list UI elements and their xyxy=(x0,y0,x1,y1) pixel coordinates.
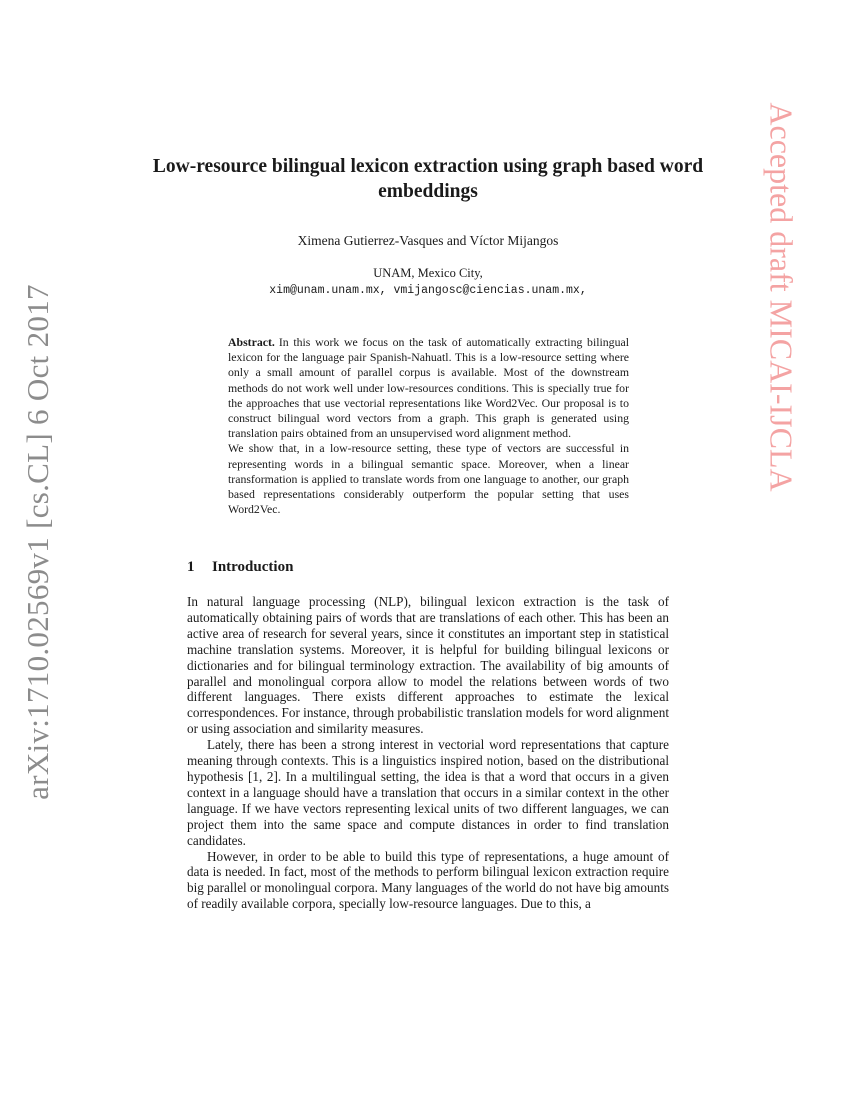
body-paragraph-1: In natural language processing (NLP), bilingual lexicon extraction is the task of automatically obtaining pairs of words that are translations of each other. This has been an active area of research for several years, since it constitutes an important step in statistical machine translation systems. Moreover, it is helpful for building bilingual lexicons or dictionaries and for bilingual terminology extraction. The availability of big amounts of parallel and monolingual corpora allow to model the relations between words of two different languages. There exists different approaches to estimate the lexical correspondences. For instance, through probabilistic translation models for word alignment or using association and similarity measures. xyxy=(187,594,669,737)
section-heading-introduction xyxy=(187,559,293,576)
introduction-body xyxy=(187,594,669,912)
arxiv-identifier-stamp: arXiv:1710.02569v1 [cs.CL] 6 Oct 2017 xyxy=(20,284,55,800)
section-number: 1 xyxy=(187,559,195,575)
abstract-label: Abstract. xyxy=(228,335,275,349)
body-paragraph-3: However, in order to be able to build this type of representations, a huge amount of data is needed. In fact, most of the methods to perform bilingual lexicon extraction require big parallel or monolingual corpora. Many languages of the world do not have big amounts of readily available corpora, specially low-resource languages. Due to this, a xyxy=(187,848,669,912)
author-emails: xim@unam.unam.mx, vmijangosc@ciencias.unam.mx, xyxy=(269,284,587,297)
accepted-draft-stamp: Accepted draft MICAI-IJCLA xyxy=(763,102,800,492)
body-paragraph-2: Lately, there has been a strong interest in vectorial word representations that capture meaning through contexts. This is a linguistics inspired notion, based on the distributional hypothesis [1, 2]. In a multilingual setting, the idea is that a word that occurs in a given context in a language should have a translation that occurs in a similar context in the other language. If we have vectors representing lexical units of two different languages, we can project them into the same space and compute distances in order to find translation candidates. xyxy=(187,737,669,848)
affiliation: UNAM, Mexico City, xyxy=(373,266,483,280)
paper-title: Low-resource bilingual lexicon extraction using graph based word embeddings xyxy=(152,156,704,202)
abstract-paragraph-2: We show that, in a low-resource setting, these type of vectors are successful in representing words in a bilingual semantic space. Moreover, when a linear transformation is applied to translate words from one language to another, our graph based representations considerably outperform the popular setting that uses Word2Vec. xyxy=(228,441,629,517)
section-title: Introduction xyxy=(212,559,294,575)
abstract-text-1: In this work we focus on the task of automatically extracting bilingual lexicon for the language pair Spanish-Nahuatl. This is a low-resource setting where only a small amount of parallel corpus is available. Most of the downstream methods do not work well under low-resources conditions. This is specially true for the approaches that use vectorial representations like Word2Vec. Our proposal is to construct bilingual word vectors from a graph. This graph is generated using translation pairs obtained from an unsupervised word alignment method. xyxy=(228,335,629,441)
author-affiliation-block xyxy=(150,265,706,299)
abstract xyxy=(228,335,629,517)
abstract-paragraph-1 xyxy=(228,335,629,441)
paper-authors: Ximena Gutierrez-Vasques and Víctor Mijangos xyxy=(297,233,559,248)
